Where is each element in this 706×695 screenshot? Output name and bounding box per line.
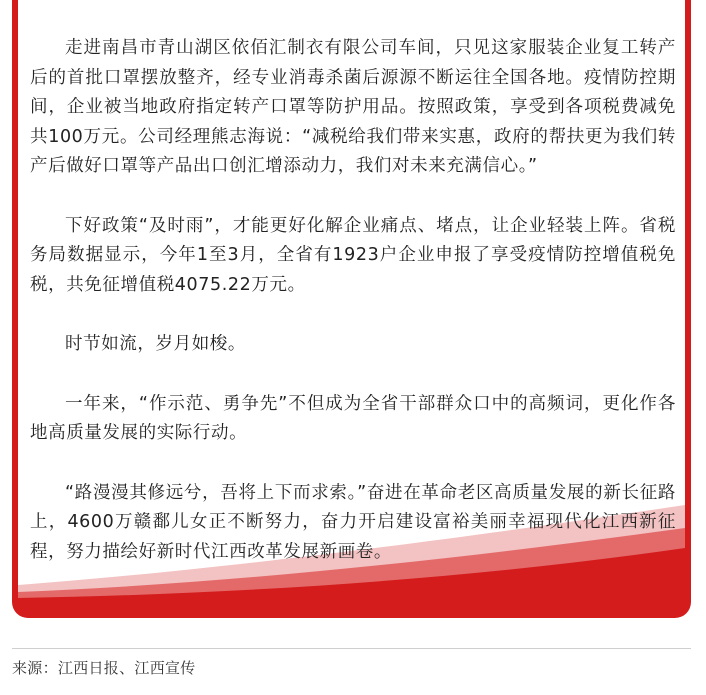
paragraph: 一年来，“作示范、勇争先”不但成为全省干部群众口中的高频词，更化作各地高质量发展的实际行动。 bbox=[30, 393, 676, 443]
article-body bbox=[30, 34, 676, 597]
source-credit: 来源：江西日报、江西宣传 bbox=[12, 659, 196, 677]
paragraph: “路漫漫其修远兮，吾将上下而求索。”奋进在革命老区高质量发展的新长征路上，4600万赣鄱儿女正不断努力，奋力开启建设富裕美丽幸福现代化江西新征程，努力描绘好新时代江西改革发展新画卷。 bbox=[30, 482, 676, 562]
paragraph: 时节如流，岁月如梭。 bbox=[65, 334, 246, 354]
footer-divider bbox=[12, 648, 691, 649]
paragraph: 走进南昌市青山湖区依佰汇制衣有限公司车间，只见这家服装企业复工转产后的首批口罩摆放整齐，经专业消毒杀菌后源源不断运往全国各地。疫情防控期间，企业被当地政府指定转产口罩等防护用品。按照政策，享受到各项税费减免共100万元。公司经理熊志海说：“减税给我们带来实惠，政府的帮扶更为我们转产后做好口罩等产品出口创汇增添动力，我们对未来充满信心。” bbox=[30, 38, 676, 176]
paragraph: 下好政策“及时雨”，才能更好化解企业痛点、堵点，让企业轻装上阵。省税务局数据显示，今年1至3月，全省有1923户企业申报了享受疫情防控增值税免税，共免征增值税4075.22万元。 bbox=[30, 215, 676, 295]
